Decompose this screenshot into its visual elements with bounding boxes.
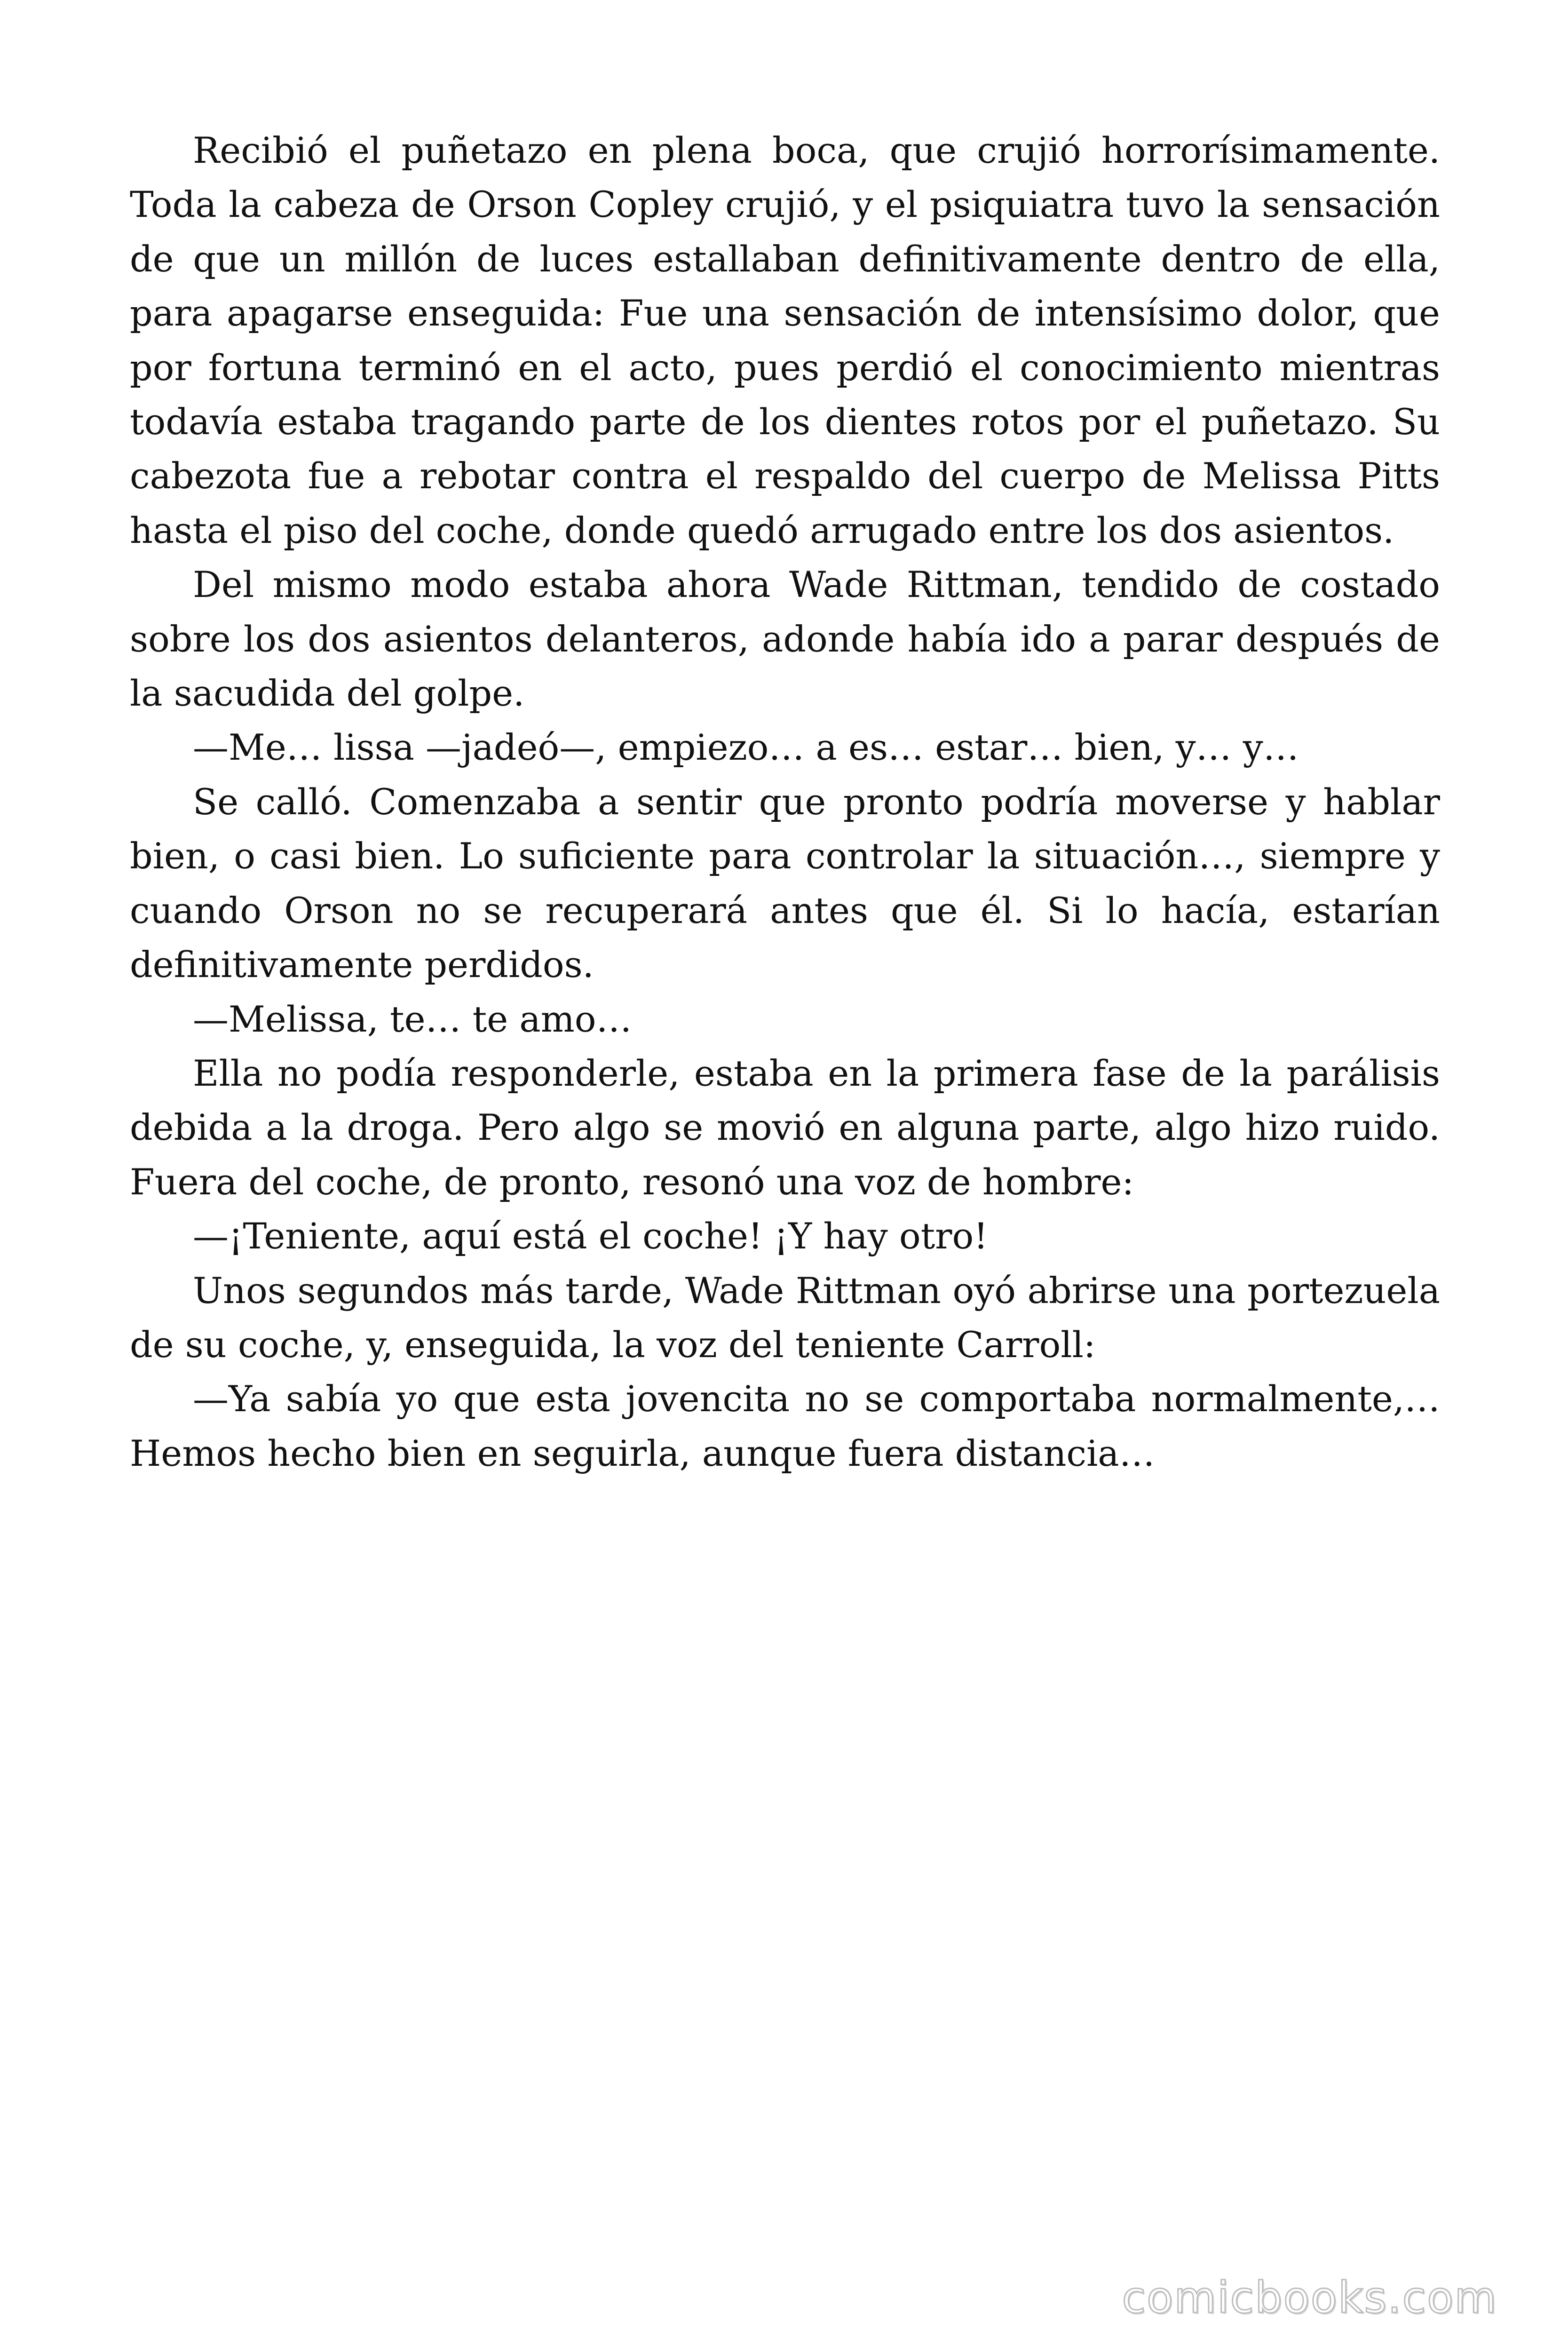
paragraph-9: —Ya sabía yo que esta jovencita no se comportaba normalmente,… Hemos hecho bien en seguirla, aunque fuera distancia…	[130, 1378, 1440, 1474]
paragraph-4: Se calló. Comenzaba a sentir que pronto podría moverse y hablar bien, o casi bien. Lo suficiente para controlar la situación…, siempre y cuando Orson no se recuperará antes que él. Si lo hacía, estarían definitivamente perdidos.	[130, 780, 1440, 986]
site-watermark: comicbooks.com	[1122, 2273, 1497, 2323]
body-text	[130, 123, 1440, 1480]
paragraph-7: —¡Teniente, aquí está el coche! ¡Y hay otro!	[193, 1215, 988, 1257]
paragraph-8: Unos segundos más tarde, Wade Rittman oyó abrirse una portezuela de su coche, y, enseguida, la voz del teniente Carroll:	[130, 1269, 1440, 1366]
paragraph-1: Recibió el puñetazo en plena boca, que crujió horrorísimamente. Toda la cabeza de Orson Copley crujió, y el psiquiatra tuvo la sensación de que un millón de luces estallaban definitivamente dentro de ella, para apagarse enseguida: Fue una sensación de intensísimo dolor, que por fortuna terminó en el acto, pues perdió el conocimiento mientras todavía estaba tragando parte de los dientes rotos por el puñetazo. Su cabezota fue a rebotar contra el respaldo del cuerpo de Melissa Pitts hasta el piso del coche, donde quedó arrugado entre los dos asientos.	[130, 129, 1440, 551]
paragraph-6: Ella no podía responderle, estaba en la primera fase de la parálisis debida a la droga. Pero algo se movió en alguna parte, algo hizo ruido. Fuera del coche, de pronto, resonó una voz de hombre:	[130, 1052, 1440, 1203]
paragraph-2: Del mismo modo estaba ahora Wade Rittman, tendido de costado sobre los dos asientos delanteros, adonde había ido a parar después de la sacudida del golpe.	[130, 564, 1440, 715]
paragraph-5: —Melissa, te… te amo…	[193, 998, 632, 1040]
paragraph-3: —Me… lissa —jadeó—, empiezo… a es… estar… bien, y… y…	[193, 726, 1299, 769]
